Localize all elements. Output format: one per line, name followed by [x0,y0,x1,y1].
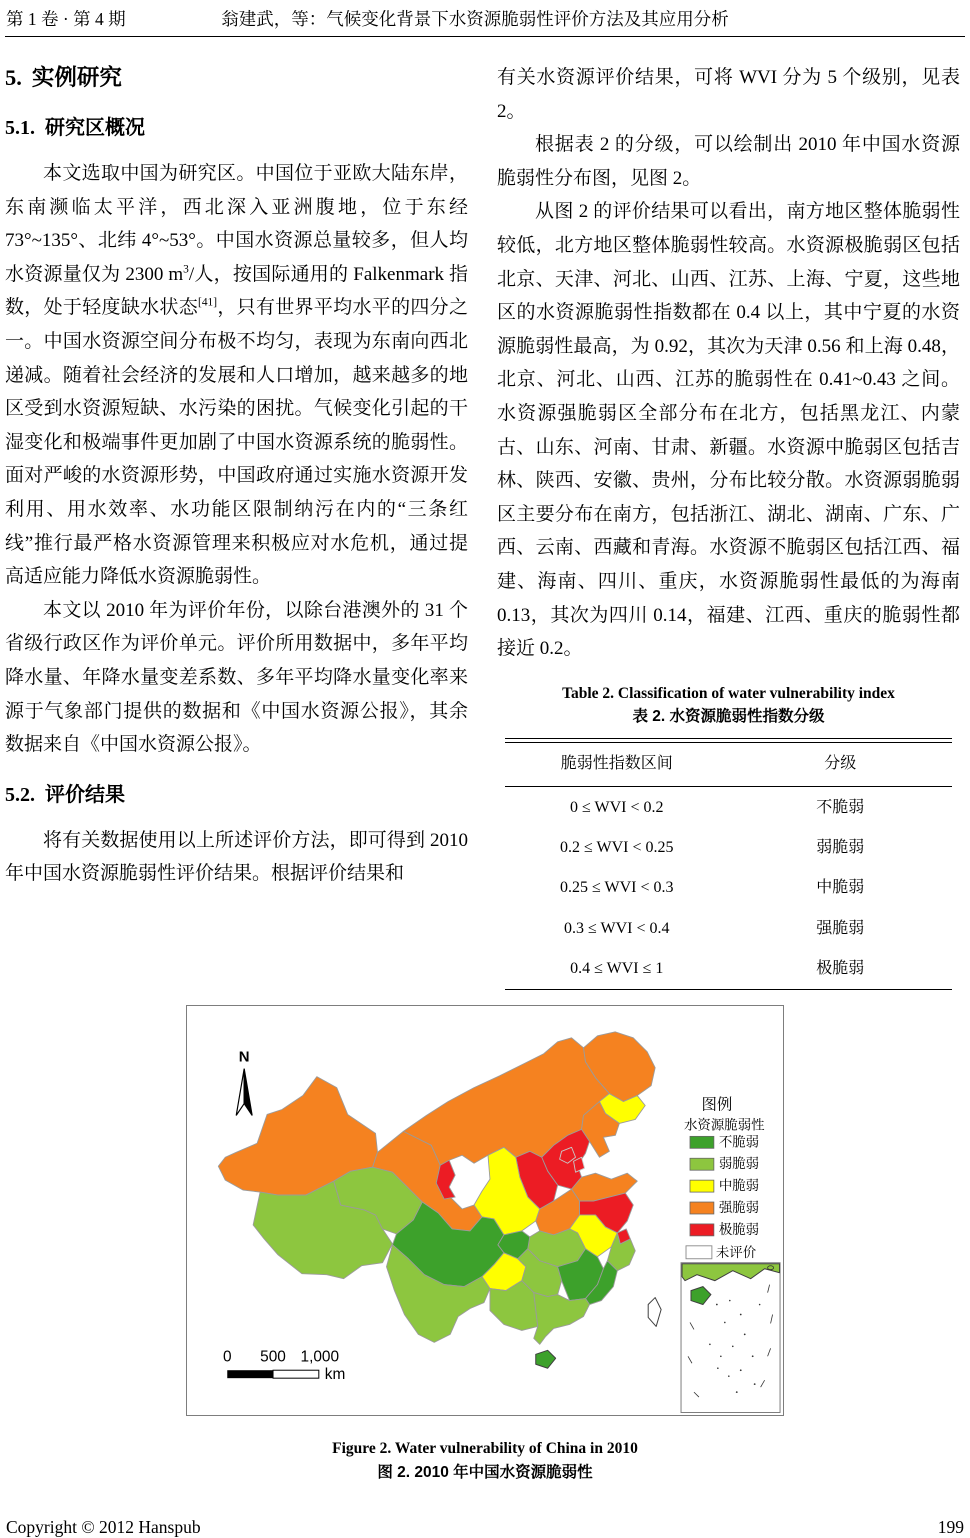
scale-label-500: 500 [260,1348,286,1366]
class-cell: 中脆弱 [816,879,865,897]
inset-frame [681,1263,780,1413]
legend-label-5: 未评价 [715,1244,757,1260]
interval-cell: 0.25 ≤ WVI < 0.3 [560,879,674,897]
running-title: 翁建武，等：气候变化背景下水资源脆弱性评价方法及其应用分析 [221,9,729,29]
section-title: 实例研究 [31,65,122,90]
province-layer [218,1032,661,1368]
legend-swatch-3 [690,1202,714,1214]
class-cell: 弱脆弱 [816,839,865,857]
figure-2-map-box [186,1005,784,1416]
legend-swatch-1 [690,1158,714,1170]
classification-table-wrap [505,738,952,990]
interval-cell: 0.2 ≤ WVI < 0.25 [560,839,674,857]
north-label: N [238,1048,250,1066]
north-arrow-left-half [236,1069,244,1116]
two-column-body [5,61,965,990]
class-cell: 不脆弱 [816,798,865,816]
legend-label-0: 不脆弱 [718,1134,760,1150]
legend-label-4: 极脆弱 [718,1222,760,1238]
page-header [5,6,965,32]
citation-ref-41: [41] [198,297,218,310]
table-row [505,908,952,948]
journal-issue: 第 1 卷 · 第 4 期 [6,9,126,29]
legend-label-3: 强脆弱 [718,1200,760,1216]
class-cell: 极脆弱 [816,960,865,978]
column-header-interval: 脆弱性指数区间 [505,742,729,787]
province-taiwan [648,1298,661,1327]
subsection-number: 5.2. [5,783,35,806]
province-hainan [536,1350,556,1368]
class-cell: 强脆弱 [816,919,865,937]
paragraph-text: ，只有世界平均水平的四分之一。中国水资源空间分布极不均匀，表现为东南向西北递减。随着社会经济的发展和人口增加，越来越多的地区受到水资源短缺、水污染的困扰。气候变化引起的干湿变化和极端事件更加剧了中国水资源系统的脆弱性。面对严峻的水资源形势，中国政府通过实施水资源开发利用、用水效率、水功能区限制纳污在内的“三条红线”推行最严格水资源管理来积极应对水危机，通过提高适应能力降低水资源脆弱性。 [5,297,468,588]
table-title-en: Table 2. Classification of water vulnerability index [562,684,895,702]
figure-caption-en: Figure 2. Water vulnerability of China in 2010 [332,1440,638,1458]
table-row [505,868,952,908]
header-rule [5,36,965,37]
column-header-class: 分级 [729,742,953,787]
page-number: 199 [937,1517,964,1538]
paragraph-results-intro: 将有关数据使用以上所述评价方法，即可得到 2010 年中国水资源脆弱性评价结果。根据评价结果和 [5,829,468,885]
legend-swatch-5 [686,1246,712,1259]
paragraph-wvi-levels: 有关水资源评价结果，可将 WVI 分为 5 个级别，见表 2。 [497,67,960,122]
table-row [505,787,952,828]
section-number: 5. [5,65,22,90]
scale-bar-black-segment [227,1370,273,1378]
china-vulnerability-map [187,1006,781,1413]
copyright-notice: Copyright © 2012 Hanspub [6,1517,201,1538]
interval-cell: 0.3 ≤ WVI < 0.4 [564,919,670,937]
figure-caption [5,1437,965,1485]
subsection-number: 5.1. [5,117,35,139]
subsection-heading-5-1 [5,115,468,141]
paragraph-data-sources: 本文以 2010 年为评价年份，以除台港澳外的 31 个省级行政区作为评价单元。评价所用数据中，多年平均降水量、年降水量变差系数、多年平均降水量变化率来源于气象部门提供的数据和《中国水资源公报》，其余数据来自《中国水资源公报》。 [5,599,468,756]
section-heading-5 [5,63,468,93]
province-guangdong [534,1293,590,1345]
legend-swatch-4 [690,1224,714,1236]
legend-swatch-0 [690,1137,714,1149]
paragraph-text: /人，按国际通用的 Falkenmark 指数，处于轻度缺水状态 [5,263,469,319]
table-title-cn: 表 2. 水资源脆弱性指数分级 [632,707,825,725]
interval-cell: 0.4 ≤ WVI ≤ 1 [570,960,664,978]
figure-caption-cn: 图 2. 2010 年中国水资源脆弱性 [377,1464,593,1482]
page-footer [5,1517,965,1538]
map-legend [684,1096,765,1260]
legend-subtitle: 水资源脆弱性 [684,1117,765,1133]
right-column [497,61,960,990]
paragraph-text: 本文选取中国为研究区。中国位于亚欧大陆东岸，东南濒临太平洋，西北深入亚洲腹地，位于东经 73°~135°、北纬 4°~53°。中国水资源总量较多，但人均水资源量仅为 2300 m [5,163,468,285]
scale-label-0: 0 [222,1348,232,1366]
table-title [503,682,954,728]
paragraph-results-analysis: 从图 2 的评价结果可以看出，南方地区整体脆弱性较低，北方地区整体脆弱性较高。水资源极脆弱区包括北京、天津、河北、山西、江苏、上海、宁夏，这些地区的水资源脆弱性指数都在 0.4 以上，其中宁夏的水资源脆弱性最高，为 0.92，其次为天津 0.56 和上海 0.48，北京、河北、山西、江苏的脆弱性在 0.41~0.43 之间。水资源强脆弱区全部分布在北方，包括黑龙江、内蒙古、山东、河南、甘肃、新疆。水资源中脆弱区包括吉林、陕西、安徽、贵州，分布比较分散。水资源弱脆弱区主要分布在南方，包括浙江、湖北、湖南、广东、广西、云南、西藏和青海。水资源不脆弱区包括江西、福建、海南、四川、重庆，水资源脆弱性最低的为海南 0.13，其次为四川 0.14，福建、江西、重庆的脆弱性都接近 0.2。 [497,201,960,660]
table-row [505,828,952,868]
subsection-title: 评价结果 [45,783,125,806]
north-arrow-icon [236,1049,252,1116]
left-column [5,61,468,990]
scale-label-1000: 1,000 [300,1348,340,1366]
subsection-heading-5-2 [5,782,468,808]
paragraph-study-area [5,157,468,594]
table-row [505,949,952,990]
table-header-row [505,742,952,787]
paragraph-map-drawn: 根据表 2 的分级，可以绘制出 2010 年中国水资源脆弱性分布图，见图 2。 [497,134,960,189]
scale-unit: km [324,1366,346,1384]
superscript-cubed: 3 [183,263,189,276]
classification-table [505,742,952,990]
legend-swatch-2 [690,1180,714,1192]
legend-label-1: 弱脆弱 [718,1156,760,1172]
scale-bar-white-segment [273,1370,319,1378]
south-china-sea-inset [681,1263,780,1413]
legend-label-2: 中脆弱 [718,1178,760,1194]
subsection-title: 研究区概况 [45,117,145,139]
north-arrow-right-half [244,1069,252,1116]
legend-title: 图例 [701,1096,733,1114]
scale-bar [223,1348,345,1383]
interval-cell: 0 ≤ WVI < 0.2 [570,798,664,816]
